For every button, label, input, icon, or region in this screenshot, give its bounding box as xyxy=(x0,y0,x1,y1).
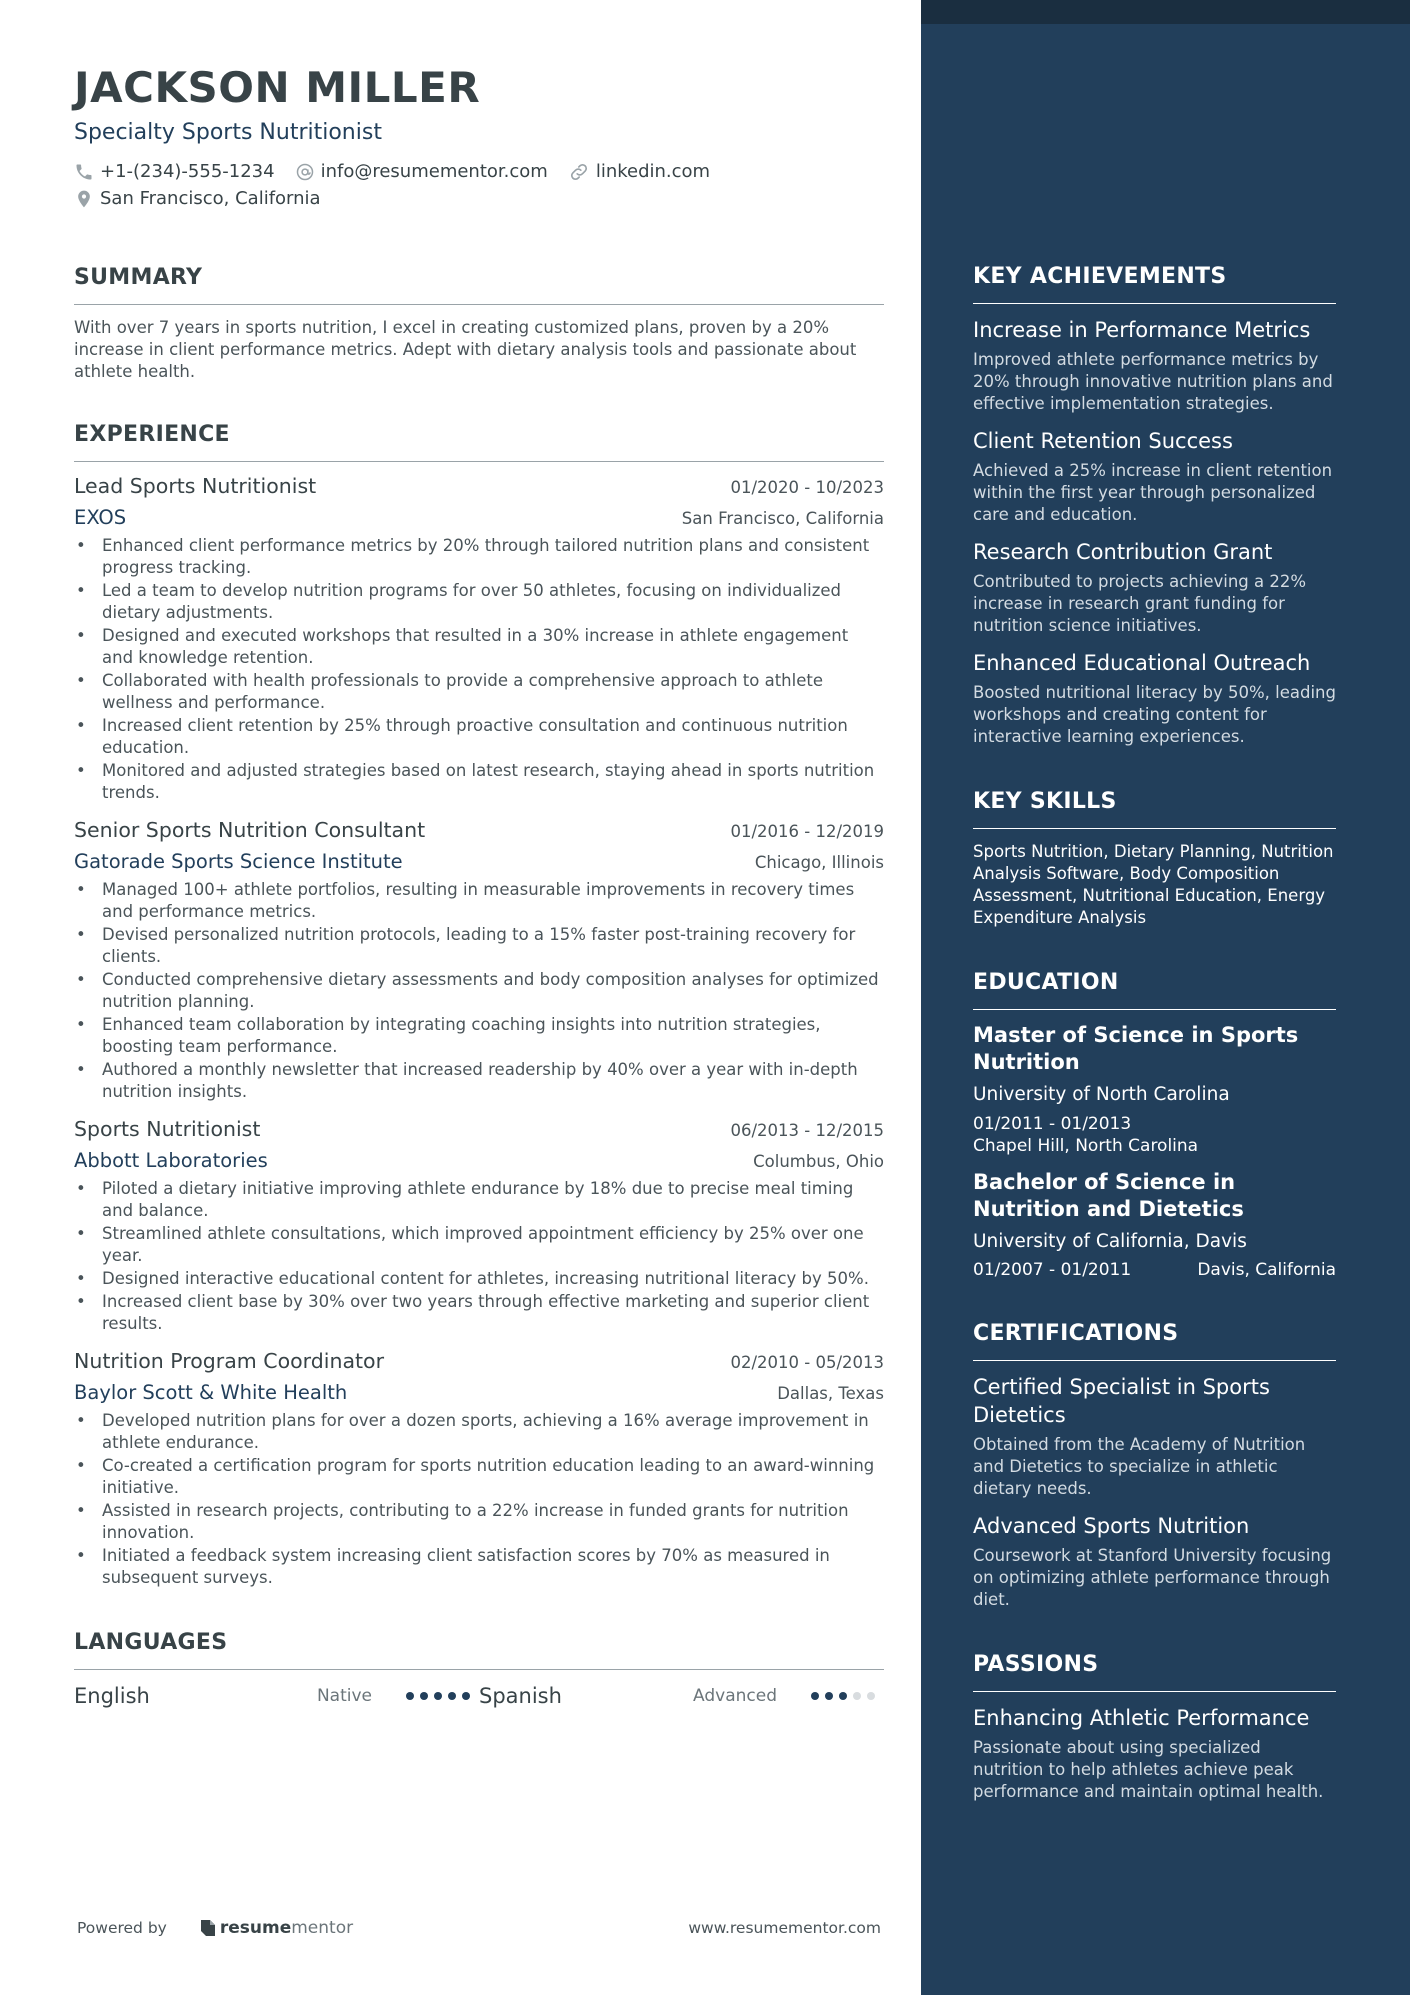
language-rating xyxy=(406,1692,476,1700)
bullet-item: • Monitored and adjusted strategies based on latest research, staying ahead in sports nutrition trends. xyxy=(74,760,884,804)
job-bullets xyxy=(74,879,884,1103)
job-company: Gatorade Sports Science Institute xyxy=(74,850,403,873)
job-bullets xyxy=(74,535,884,804)
languages-title: LANGUAGES xyxy=(74,1629,884,1670)
language-item xyxy=(74,1684,479,1708)
language-item xyxy=(479,1684,884,1708)
bullet-item: • Conducted comprehensive dietary assessments and body composition analyses for optimized nutrition planning. xyxy=(74,969,884,1013)
passions-title: PASSIONS xyxy=(973,1651,1336,1692)
certifications-section xyxy=(973,1320,1336,1611)
location-contact xyxy=(74,188,321,209)
education-school: University of North Carolina xyxy=(973,1084,1230,1105)
bullet-item: • Enhanced team collaboration by integrating coaching insights into nutrition strategies, boosting team performance. xyxy=(74,1014,884,1058)
achievement-item xyxy=(973,427,1336,526)
language-name: English xyxy=(74,1684,150,1708)
linkedin-contact[interactable] xyxy=(568,161,710,183)
phone-number: +1-(234)-555-1234 xyxy=(100,161,275,182)
powered-by-label: Powered by xyxy=(77,1919,167,1937)
job-dates: 01/2016 - 12/2019 xyxy=(730,822,884,841)
summary-text: With over 7 years in sports nutrition, I excel in creating customized plans, proven by a 20% increase in client performance metrics. Adept with dietary analysis tools and passionate about athlete health. xyxy=(74,318,857,381)
language-rating xyxy=(811,1692,881,1700)
contact-info xyxy=(74,158,884,212)
achievements-section xyxy=(973,263,1336,748)
education-dates: 01/2007 - 01/2011 xyxy=(973,1260,1132,1280)
job-entry xyxy=(74,818,884,1103)
bullet-item: • Piloted a dietary initiative improving athlete endurance by 18% due to precise meal timing and balance. xyxy=(74,1178,884,1222)
job-title: Sports Nutritionist xyxy=(74,1117,261,1141)
rating-dot-filled xyxy=(434,1692,442,1700)
bullet-item: • Collaborated with health professionals to provide a comprehensive approach to athlete wellness and performance. xyxy=(74,670,884,714)
education-degree: Master of Science in Sports Nutrition xyxy=(973,1023,1299,1074)
achievement-item xyxy=(973,649,1336,748)
job-bullets xyxy=(74,1178,884,1335)
job-dates: 02/2010 - 05/2013 xyxy=(730,1353,884,1372)
job-entry xyxy=(74,1349,884,1589)
achievement-desc: Boosted nutritional literacy by 50%, leading workshops and creating content for interactive learning experiences. xyxy=(973,683,1336,746)
brand-bold: resume xyxy=(219,1918,292,1938)
bullet-item: • Increased client base by 30% over two years through effective marketing and superior client results. xyxy=(74,1291,884,1335)
achievements-title: KEY ACHIEVEMENTS xyxy=(973,263,1336,304)
achievement-title: Increase in Performance Metrics xyxy=(973,318,1311,342)
education-location: Chapel Hill, North Carolina xyxy=(973,1136,1199,1156)
skills-section xyxy=(973,788,1336,929)
passions-section xyxy=(973,1651,1336,1803)
summary-title: SUMMARY xyxy=(74,264,884,305)
job-company: Baylor Scott & White Health xyxy=(74,1381,348,1404)
languages-section xyxy=(74,1629,884,1708)
certification-title: Certified Specialist in Sports Dietetics xyxy=(973,1375,1270,1427)
job-entry xyxy=(74,1117,884,1335)
location-pin-icon xyxy=(74,189,94,209)
certifications-title: CERTIFICATIONS xyxy=(973,1320,1336,1361)
education-item xyxy=(973,1169,1336,1280)
education-school: University of California, Davis xyxy=(973,1231,1247,1252)
rating-dot-empty xyxy=(867,1692,875,1700)
footer xyxy=(77,1918,881,1938)
bullet-item: • Designed interactive educational content for athletes, increasing nutritional literacy by 50%. xyxy=(74,1268,884,1290)
certification-desc: Coursework at Stanford University focusing on optimizing athlete performance through diet. xyxy=(973,1546,1332,1609)
rating-dot-filled xyxy=(825,1692,833,1700)
achievement-title: Enhanced Educational Outreach xyxy=(973,651,1311,675)
experience-title: EXPERIENCE xyxy=(74,421,884,462)
job-company: EXOS xyxy=(74,506,127,529)
language-name: Spanish xyxy=(479,1684,562,1708)
candidate-name: JACKSON MILLER xyxy=(74,63,481,112)
bullet-item: • Led a team to develop nutrition programs for over 50 athletes, focusing on individualized dietary adjustments. xyxy=(74,580,884,624)
sidebar-top-band xyxy=(921,0,1410,24)
phone-contact[interactable] xyxy=(74,161,275,182)
link-icon xyxy=(568,161,590,183)
at-icon xyxy=(295,162,315,182)
experience-section xyxy=(74,421,884,1589)
achievement-desc: Achieved a 25% increase in client retention within the first year through personalized care and education. xyxy=(973,461,1333,524)
job-location: Columbus, Ohio xyxy=(753,1152,884,1171)
achievement-desc: Improved athlete performance metrics by 20% through innovative nutrition plans and effective implementation strategies. xyxy=(973,350,1333,413)
summary-section xyxy=(74,264,884,383)
bullet-item: • Increased client retention by 25% through proactive consultation and continuous nutrition education. xyxy=(74,715,884,759)
job-title: Senior Sports Nutrition Consultant xyxy=(74,818,426,842)
rating-dot-filled xyxy=(448,1692,456,1700)
job-dates: 01/2020 - 10/2023 xyxy=(730,478,884,497)
bullet-item: • Designed and executed workshops that resulted in a 30% increase in athlete engagement and knowledge retention. xyxy=(74,625,884,669)
rating-dot-filled xyxy=(406,1692,414,1700)
bullet-item: • Initiated a feedback system increasing client satisfaction scores by 70% as measured in subsequent surveys. xyxy=(74,1545,884,1589)
rating-dot-filled xyxy=(839,1692,847,1700)
bullet-item: • Developed nutrition plans for over a dozen sports, achieving a 16% average improvement in athlete endurance. xyxy=(74,1410,884,1454)
job-dates: 06/2013 - 12/2015 xyxy=(730,1121,884,1140)
job-location: Dallas, Texas xyxy=(777,1384,884,1403)
certification-item xyxy=(973,1373,1336,1500)
phone-icon xyxy=(74,162,94,182)
achievement-desc: Contributed to projects achieving a 22% increase in research grant funding for nutrition science initiatives. xyxy=(973,572,1307,635)
language-level: Native xyxy=(316,1686,372,1706)
rating-dot-empty xyxy=(853,1692,861,1700)
passion-title: Enhancing Athletic Performance xyxy=(973,1706,1310,1730)
achievement-title: Research Contribution Grant xyxy=(973,540,1273,564)
achievement-title: Client Retention Success xyxy=(973,429,1233,453)
brand-light: mentor xyxy=(291,1918,354,1938)
rating-dot-filled xyxy=(811,1692,819,1700)
job-location: San Francisco, California xyxy=(681,509,884,528)
education-dates: 01/2011 - 01/2013 xyxy=(973,1114,1132,1134)
certification-item xyxy=(973,1512,1336,1611)
job-entry xyxy=(74,474,884,804)
linkedin-link: linkedin.com xyxy=(595,161,711,182)
job-title: Lead Sports Nutritionist xyxy=(74,474,317,498)
achievement-item xyxy=(973,538,1336,637)
bullet-item: • Enhanced client performance metrics by 20% through tailored nutrition plans and consistent progress tracking. xyxy=(74,535,884,579)
job-title: Nutrition Program Coordinator xyxy=(74,1349,385,1373)
bullet-item: • Assisted in research projects, contributing to a 22% increase in funded grants for nutrition innovation. xyxy=(74,1500,884,1544)
skills-title: KEY SKILLS xyxy=(973,788,1336,829)
certification-title: Advanced Sports Nutrition xyxy=(973,1514,1250,1538)
education-degree: Bachelor of Science in Nutrition and Dietetics xyxy=(973,1170,1244,1221)
education-title: EDUCATION xyxy=(973,969,1336,1010)
bullet-item: • Co-created a certification program for sports nutrition education leading to an award-winning initiative. xyxy=(74,1455,884,1499)
education-location: Davis, California xyxy=(1197,1260,1336,1280)
main-column xyxy=(74,60,884,1708)
rating-dot-filled xyxy=(462,1692,470,1700)
language-level: Advanced xyxy=(693,1686,777,1706)
education-section xyxy=(973,969,1336,1280)
job-bullets xyxy=(74,1410,884,1589)
powered-by xyxy=(77,1918,353,1938)
job-location: Chicago, Illinois xyxy=(754,853,884,872)
location-text: San Francisco, California xyxy=(100,188,321,209)
passion-item xyxy=(973,1704,1336,1803)
rating-dot-filled xyxy=(420,1692,428,1700)
resumementor-logo[interactable] xyxy=(199,1918,353,1938)
bullet-item: • Devised personalized nutrition protocols, leading to a 15% faster post-training recovery for clients. xyxy=(74,924,884,968)
website-link[interactable]: www.resumementor.com xyxy=(688,1919,881,1937)
bullet-item: • Authored a monthly newsletter that increased readership by 40% over a year with in-depth nutrition insights. xyxy=(74,1059,884,1103)
skills-text: Sports Nutrition, Dietary Planning, Nutrition Analysis Software, Body Composition Assessment, Nutritional Education, Energy Expenditure Analysis xyxy=(973,842,1334,927)
resumementor-logo-icon xyxy=(199,1918,217,1938)
job-company: Abbott Laboratories xyxy=(74,1149,268,1172)
certification-desc: Obtained from the Academy of Nutrition and Dietetics to specialize in athletic dietary needs. xyxy=(973,1435,1306,1498)
education-item xyxy=(973,1022,1336,1157)
achievement-item xyxy=(973,316,1336,415)
email-address: info@resumementor.com xyxy=(320,161,548,182)
bullet-item: • Managed 100+ athlete portfolios, resulting in measurable improvements in recovery times and performance metrics. xyxy=(74,879,884,923)
sidebar-column xyxy=(973,263,1336,1803)
email-contact[interactable] xyxy=(295,161,548,182)
passion-desc: Passionate about using specialized nutrition to help athletes achieve peak performance and maintain optimal health. xyxy=(973,1738,1324,1801)
candidate-role: Specialty Sports Nutritionist xyxy=(74,120,382,145)
bullet-item: • Streamlined athlete consultations, which improved appointment efficiency by 25% over one year. xyxy=(74,1223,884,1267)
